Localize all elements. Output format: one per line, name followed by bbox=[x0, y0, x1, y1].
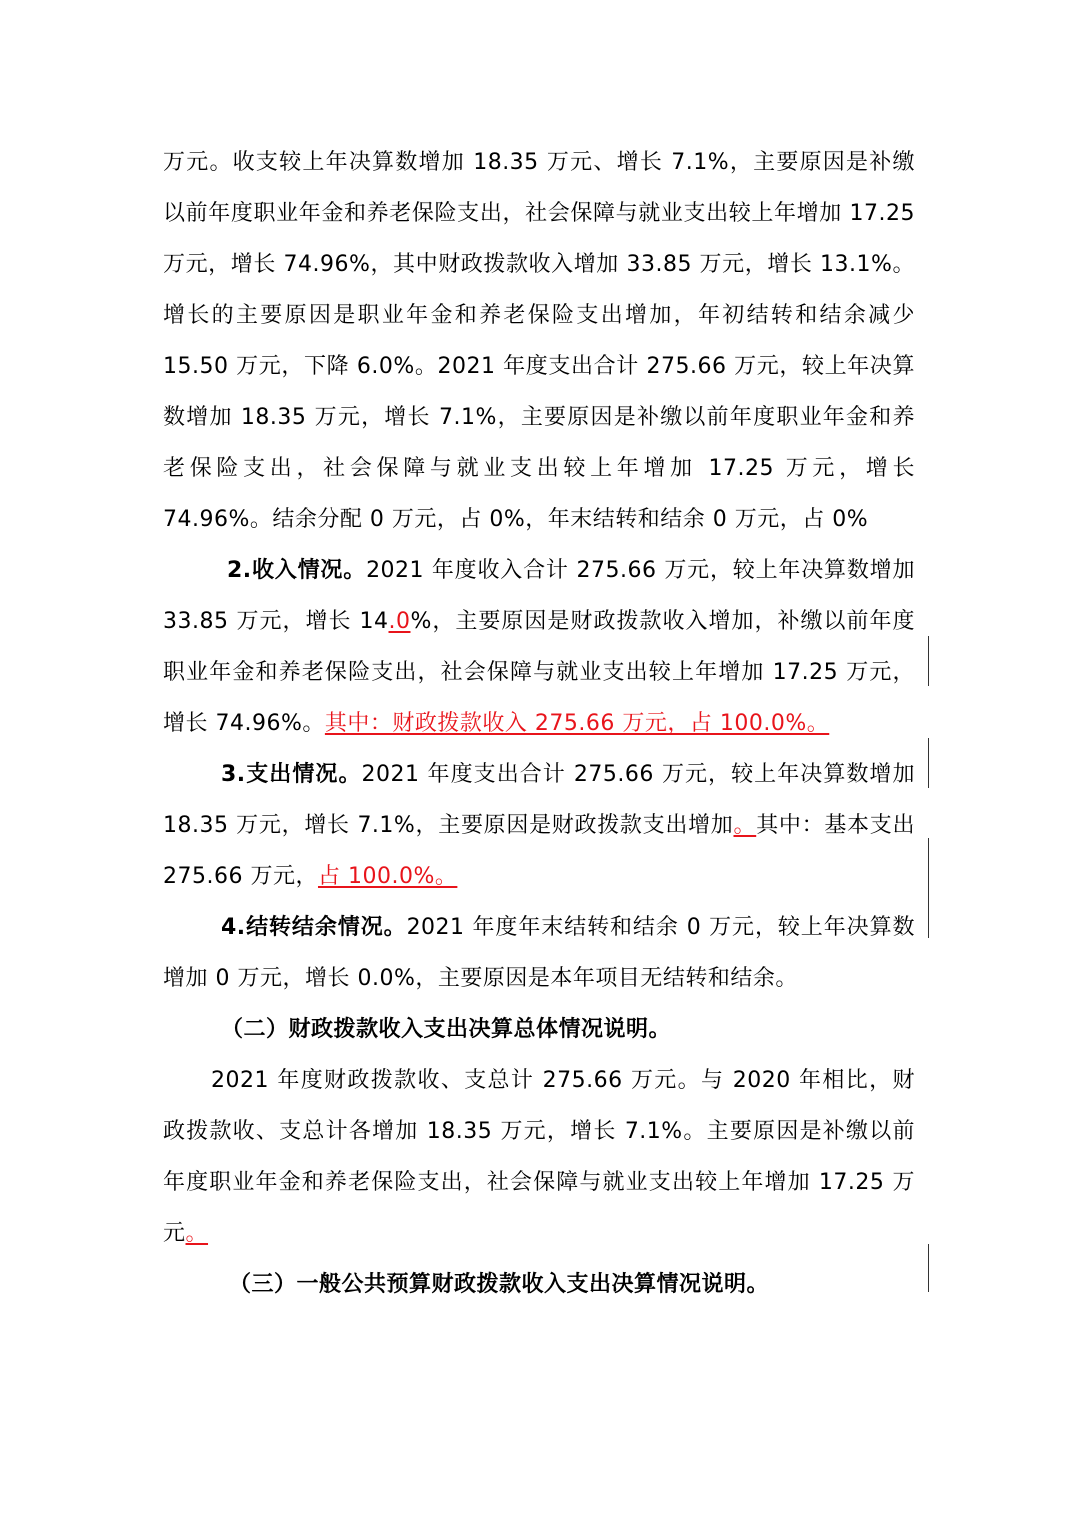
paragraph-income bbox=[163, 545, 915, 749]
change-bar bbox=[928, 838, 929, 938]
change-bar bbox=[928, 1244, 929, 1292]
paragraph-text: 其中：基本支出 275.66 万元， bbox=[163, 813, 915, 889]
tracked-insertion: .0 bbox=[388, 609, 411, 634]
paragraph-expense bbox=[163, 749, 915, 902]
paragraph-text: 2021 年度财政拨款收、支总计 275.66 万元。与 2020 年相比，财政拨款收、支总计各增加 18.35 万元，增长 7.1%。主要原因是补缴以前年度职业年金和养老保险支出，社会保障与就业支出较上年增加 17.25 万元 bbox=[163, 1068, 915, 1246]
tracked-insertion: 其中：财政拨款收入 275.66 万元，占 100.0%。 bbox=[324, 711, 830, 736]
paragraph-fiscal-appropriation bbox=[163, 1055, 915, 1259]
paragraph-carryover bbox=[163, 902, 915, 1004]
paragraph-text: %，主要原因是财政拨款收入增加，补缴以前年度职业年金和养老保险支出，社会保障与就业支出较上年增加 17.25 万元，增长 74.96%。 bbox=[163, 609, 915, 736]
paragraph-heading: 4.结转结余情况。 bbox=[221, 915, 407, 940]
change-bar bbox=[928, 738, 929, 788]
tracked-insertion: 。 bbox=[733, 813, 757, 838]
paragraph-income-expense-summary bbox=[163, 137, 915, 545]
change-bar bbox=[928, 636, 929, 686]
paragraph-text: 万元。收支较上年决算数增加 18.35 万元、增长 7.1%，主要原因是补缴以前年度职业年金和养老保险支出，社会保障与就业支出较上年增加 17.25 万元，增长 74.96%，其中财政拨款收入增加 33.85 万元，增长 13.1%。增长的主要原因是职业年金和养老保险支出增加，年初结转和结余减少 15.50 万元，下降 6.0%。2021 年度支出合计 275.66 万元，较上年决算数增加 18.35 万元，增长 7.1%，主要原因是补缴以前年度职业年金和养老保险支出，社会保障与就业支出较上年增加 17.25 万元，增长 74.96%。结余分配 0 万元，占 0%，年末结转和结余 0 万元，占 0% bbox=[163, 150, 915, 532]
paragraph-text: 2021 年度支出合计 275.66 万元，较上年决算数增加 18.35 万元，增长 7.1%，主要原因是财政拨款支出增加 bbox=[163, 762, 915, 838]
section-heading-2: （二）财政拨款收入支出决算总体情况说明。 bbox=[221, 1017, 672, 1042]
paragraph-heading: 2.收入情况。 bbox=[227, 558, 367, 583]
paragraph-heading: 3.支出情况。 bbox=[221, 762, 362, 787]
tracked-insertion: 。 bbox=[185, 1221, 209, 1246]
paragraph-text: 2021 年度年末结转和结余 0 万元，较上年决算数增加 0 万元，增长 0.0%，主要原因是本年项目无结转和结余。 bbox=[163, 915, 915, 991]
section-heading-3: （三）一般公共预算财政拨款收入支出决算情况说明。 bbox=[229, 1272, 770, 1297]
document-body bbox=[163, 137, 915, 1310]
tracked-insertion: 占 100.0%。 bbox=[317, 864, 458, 889]
paragraph-text: 2021 年度收入合计 275.66 万元，较上年决算数增加 33.85 万元，增长 14 bbox=[163, 558, 915, 634]
